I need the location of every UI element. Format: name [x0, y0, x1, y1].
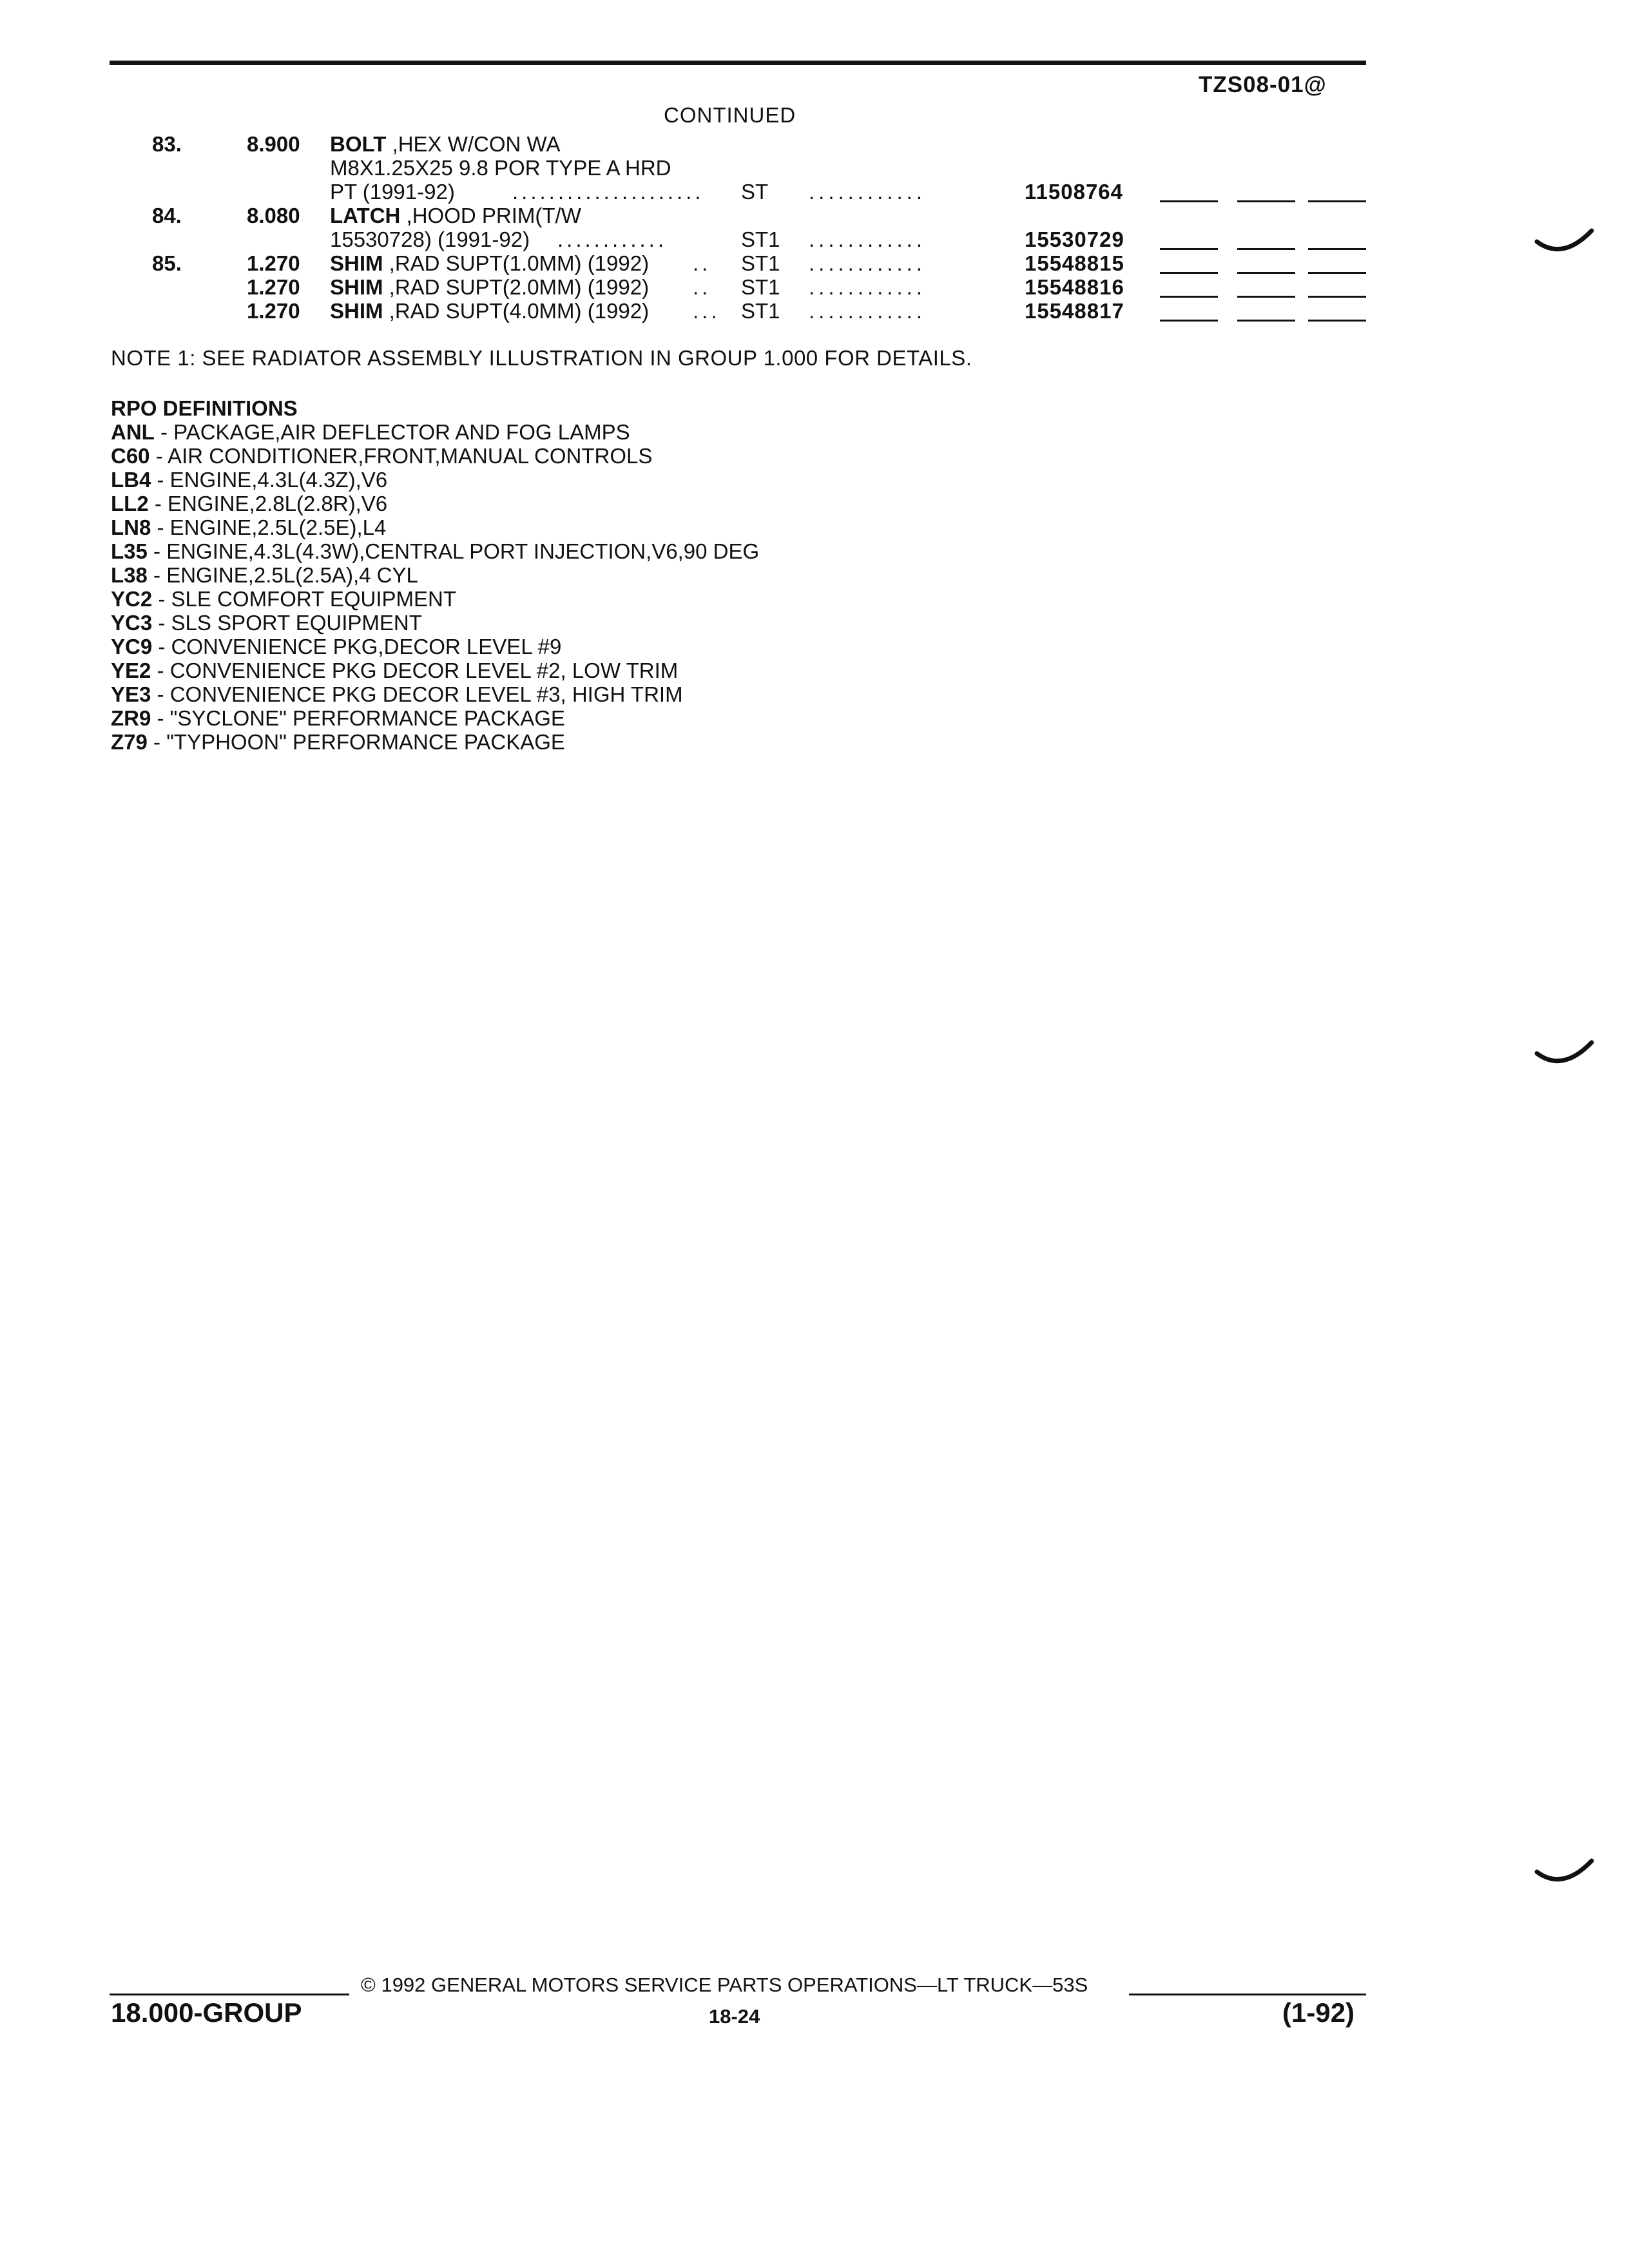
rpo-text: - SLS SPORT EQUIPMENT: [152, 611, 422, 635]
rpo-code: LN8: [111, 515, 151, 539]
rpo-item: [111, 492, 759, 515]
blank-line: [1308, 200, 1366, 202]
blank-line: [1237, 296, 1295, 298]
ref-number: 83.: [152, 132, 182, 156]
leader-dots: .....................: [512, 180, 704, 204]
leader-dots: ..: [693, 251, 711, 275]
copyright-text: © 1992 GENERAL MOTORS SERVICE PARTS OPERATIONS—LT TRUCK—53S: [361, 1974, 1088, 1996]
group-number: 8.080: [247, 204, 300, 227]
group-number: 8.900: [247, 132, 300, 156]
group-label: 18.000-GROUP: [111, 1997, 302, 2028]
part-desc-line1: ,HOOD PRIM(T/W: [406, 204, 581, 227]
rpo-item: [111, 563, 759, 587]
part-desc-line1: ,RAD SUPT(1.0MM) (1992): [389, 251, 650, 275]
usage-code: ST1: [741, 227, 780, 251]
part-desc-line1: ,RAD SUPT(4.0MM) (1992): [389, 299, 650, 323]
part-desc-line2: 15530728) (1991-92): [330, 227, 530, 251]
ref-number: 85.: [152, 251, 182, 275]
binder-mark-icon: [1534, 1856, 1598, 1894]
binder-mark-icon: [1534, 226, 1598, 264]
rpo-text: - ENGINE,2.5L(2.5A),4 CYL: [147, 563, 418, 587]
rpo-heading: RPO DEFINITIONS: [111, 396, 298, 420]
rpo-text: - "SYCLONE" PERFORMANCE PACKAGE: [151, 706, 565, 730]
rpo-code: L38: [111, 563, 148, 587]
rpo-text: - ENGINE,4.3L(4.3Z),V6: [151, 468, 388, 492]
part-name: SHIM: [330, 251, 383, 275]
rpo-code: YE3: [111, 682, 151, 706]
part-desc-line3: PT (1991-92): [330, 180, 455, 204]
blank-line: [1308, 320, 1366, 322]
part-description: [330, 299, 649, 323]
ref-number: 84.: [152, 204, 182, 227]
rpo-text: - PACKAGE,AIR DEFLECTOR AND FOG LAMPS: [154, 420, 630, 444]
rpo-text: - ENGINE,2.5L(2.5E),L4: [151, 515, 387, 539]
part-name: LATCH: [330, 204, 401, 227]
rpo-code: YC3: [111, 611, 153, 635]
part-name: SHIM: [330, 275, 383, 299]
rpo-item: [111, 682, 759, 706]
rpo-item: [111, 444, 759, 468]
footer-rule-right: [1129, 1994, 1366, 1995]
rpo-text: - AIR CONDITIONER,FRONT,MANUAL CONTROLS: [149, 444, 653, 468]
leader-dots: ..: [693, 275, 711, 299]
rpo-item: [111, 420, 759, 444]
top-rule: [110, 61, 1366, 65]
part-name: BOLT: [330, 132, 387, 156]
rpo-item: [111, 611, 759, 635]
part-description: [330, 132, 561, 157]
rpo-code: YE2: [111, 658, 151, 682]
part-number: 15548815: [1025, 251, 1124, 275]
blank-line: [1237, 200, 1295, 202]
rpo-definitions: [111, 396, 759, 754]
part-desc-line1: ,RAD SUPT(2.0MM) (1992): [389, 275, 650, 299]
rpo-text: - CONVENIENCE PKG,DECOR LEVEL #9: [152, 635, 562, 658]
part-name: SHIM: [330, 299, 383, 323]
rpo-code: ZR9: [111, 706, 151, 730]
blank-line: [1308, 296, 1366, 298]
rpo-item: [111, 468, 759, 492]
leader-dots: ............: [809, 227, 927, 251]
rpo-code: ANL: [111, 420, 155, 444]
rpo-text: - ENGINE,2.8L(2.8R),V6: [148, 492, 388, 515]
note-text: NOTE 1: SEE RADIATOR ASSEMBLY ILLUSTRATION IN GROUP 1.000 FOR DETAILS.: [111, 346, 972, 370]
blank-line: [1237, 320, 1295, 322]
part-desc-line1: ,HEX W/CON WA: [392, 132, 561, 156]
rpo-text: - SLE COMFORT EQUIPMENT: [152, 587, 457, 611]
part-number: 15530729: [1025, 227, 1124, 251]
part-desc-line2: M8X1.25X25 9.8 POR TYPE A HRD: [330, 156, 671, 180]
usage-code: ST1: [741, 251, 780, 275]
blank-line: [1160, 320, 1218, 322]
rpo-item: [111, 730, 759, 754]
rpo-code: LB4: [111, 468, 151, 492]
rpo-code: L35: [111, 539, 148, 563]
leader-dots: ............: [809, 180, 927, 204]
page-number: 18-24: [709, 2005, 760, 2028]
part-number: 11508764: [1025, 180, 1124, 204]
part-description: [330, 204, 581, 228]
group-number: 1.270: [247, 299, 300, 323]
leader-dots: ............: [557, 227, 668, 251]
blank-line: [1308, 272, 1366, 274]
rpo-text: - CONVENIENCE PKG DECOR LEVEL #3, HIGH TRIM: [151, 682, 683, 706]
rpo-item: [111, 587, 759, 611]
rpo-code: YC9: [111, 635, 153, 658]
rpo-text: - ENGINE,4.3L(4.3W),CENTRAL PORT INJECTION,V6,90 DEG: [147, 539, 760, 563]
leader-dots: ............: [809, 275, 927, 299]
footer-rule-left: [110, 1994, 349, 1995]
blank-line: [1160, 248, 1218, 250]
part-description: [330, 275, 649, 300]
rpo-item: [111, 515, 759, 539]
part-number: 15548817: [1025, 299, 1124, 323]
continued-label: CONTINUED: [664, 103, 796, 127]
leader-dots: ............: [809, 299, 927, 323]
leader-dots: ............: [809, 251, 927, 275]
blank-line: [1308, 248, 1366, 250]
rpo-item: [111, 706, 759, 730]
document-code: TZS08-01@: [1199, 72, 1327, 97]
date-code: (1-92): [1282, 1997, 1355, 2028]
part-number: 15548816: [1025, 275, 1124, 299]
rpo-text: - "TYPHOON" PERFORMANCE PACKAGE: [147, 730, 565, 754]
part-description: [330, 251, 649, 276]
usage-code: ST1: [741, 275, 780, 299]
blank-line: [1237, 272, 1295, 274]
rpo-item: [111, 539, 759, 563]
leader-dots: ...: [693, 299, 720, 323]
rpo-code: YC2: [111, 587, 153, 611]
group-number: 1.270: [247, 251, 300, 275]
rpo-item: [111, 635, 759, 658]
usage-code: ST: [741, 180, 769, 204]
rpo-code: Z79: [111, 730, 148, 754]
binder-mark-icon: [1534, 1037, 1598, 1076]
group-number: 1.270: [247, 275, 300, 299]
blank-line: [1237, 248, 1295, 250]
rpo-item: [111, 658, 759, 682]
blank-line: [1160, 200, 1218, 202]
usage-code: ST1: [741, 299, 780, 323]
rpo-code: LL2: [111, 492, 149, 515]
blank-line: [1160, 296, 1218, 298]
rpo-code: C60: [111, 444, 150, 468]
rpo-text: - CONVENIENCE PKG DECOR LEVEL #2, LOW TRIM: [151, 658, 679, 682]
blank-line: [1160, 272, 1218, 274]
